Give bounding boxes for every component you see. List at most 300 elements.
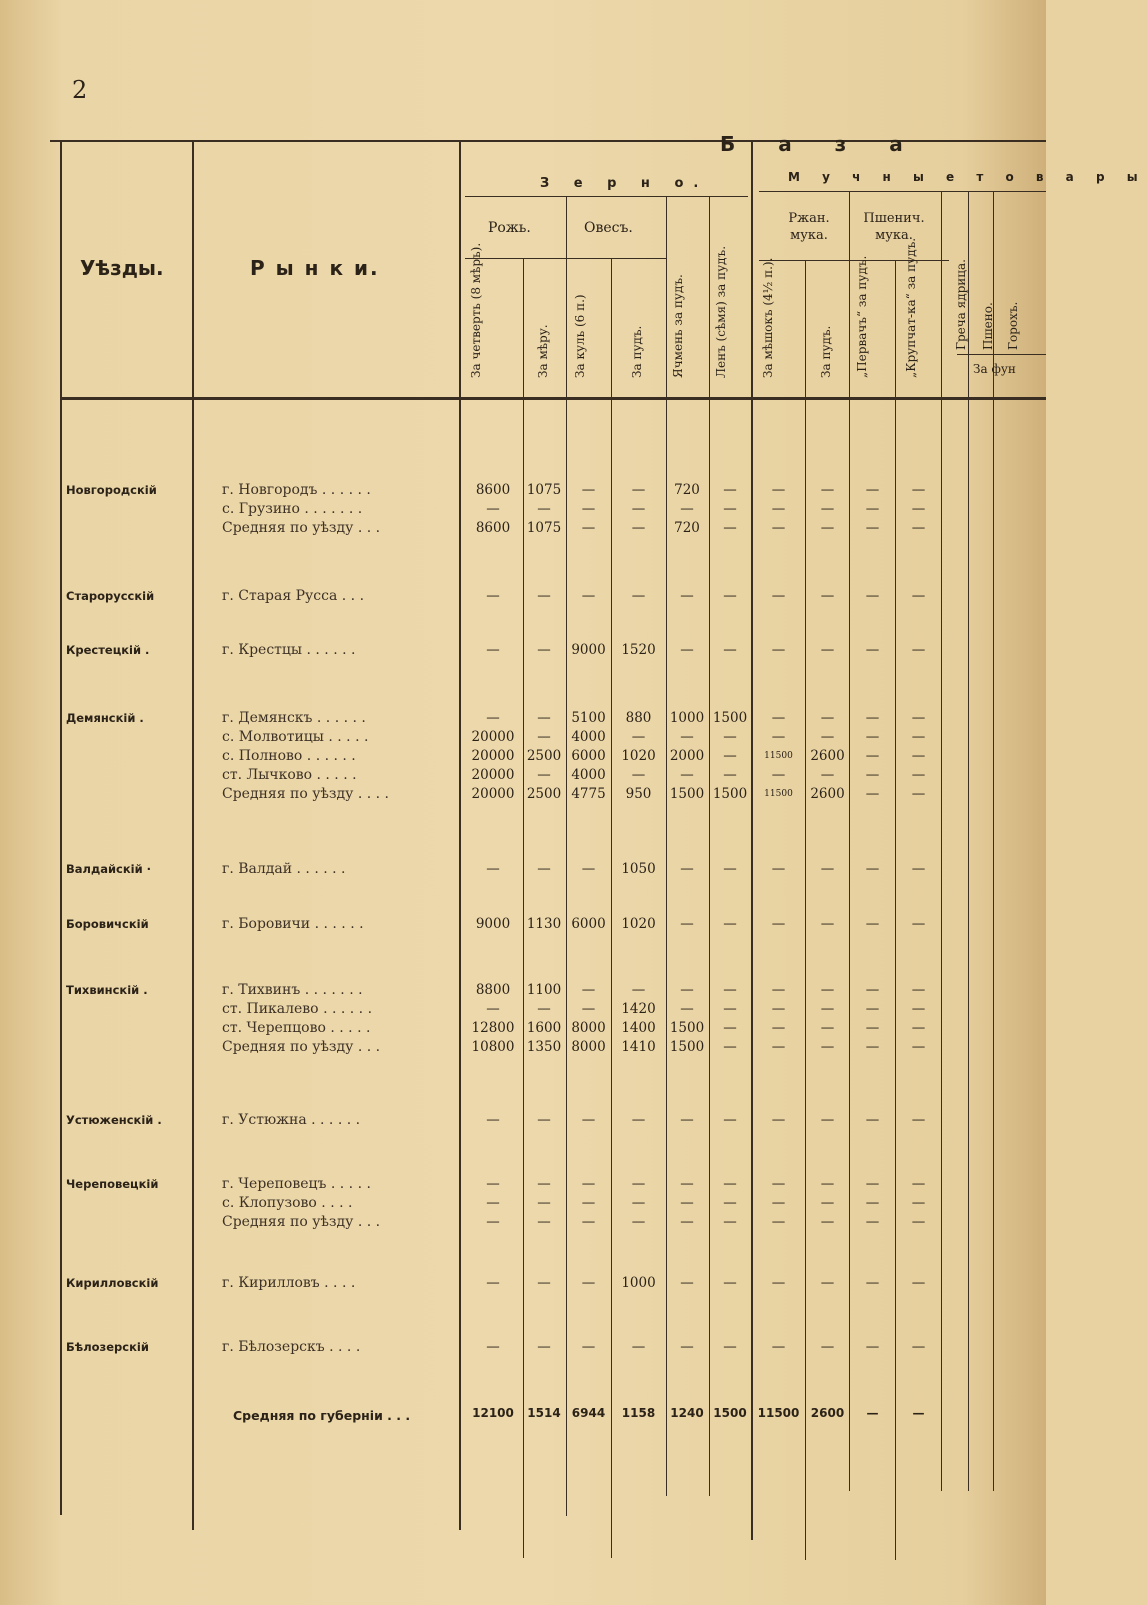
cell-value: 1350: [526, 1039, 562, 1055]
cell-value: —: [820, 1339, 835, 1355]
cell-value: —: [680, 1275, 694, 1291]
cell-rf-bag: [752, 1338, 805, 1357]
cell-value: —: [771, 1275, 786, 1291]
market-name: с. Грузино . . . . . . .: [222, 501, 363, 517]
cell-value: 1500: [669, 786, 705, 802]
cell-oats-k: [566, 981, 611, 1057]
cell-rye-m: [522, 1111, 566, 1130]
cell-oats-k: [566, 1111, 611, 1130]
cell-value: —: [486, 861, 500, 877]
cell-value: —: [865, 982, 880, 998]
cell-rye-ch: [464, 915, 522, 934]
cell-value: —: [723, 1039, 737, 1055]
sub-peas: Горохъ.: [1006, 301, 1020, 350]
market-list: [222, 1274, 355, 1293]
cell-oats-k: [566, 587, 611, 606]
cell-value: —: [723, 1339, 737, 1355]
cell-value: —: [680, 861, 694, 877]
cell-value: —: [820, 1176, 835, 1192]
cell-wf1: [850, 860, 895, 879]
cell-value: —: [486, 1195, 500, 1211]
cell-value: —: [581, 1275, 596, 1291]
cell-value: —: [486, 1112, 500, 1128]
cell-oats-p: [611, 481, 666, 538]
cell-value: 4000: [571, 729, 606, 745]
market-name: ст. Пикалево . . . . . .: [222, 1001, 373, 1017]
cell-value: —: [771, 1112, 786, 1128]
header-grain: З е р н о.: [540, 176, 709, 191]
cell-value: —: [865, 729, 880, 745]
cell-value: 720: [674, 482, 700, 498]
cell-barley: [665, 1111, 709, 1130]
cell-value: —: [723, 1275, 737, 1291]
sub-barley: Ячмень за пудъ.: [671, 274, 685, 378]
cell-flax: [709, 915, 751, 934]
cell-rf-pud: [806, 1274, 849, 1293]
cell-value: —: [723, 1001, 737, 1017]
cell-oats-k: [566, 860, 611, 879]
uezd-name: Череповецкій: [66, 1177, 159, 1191]
cell-value: 20000: [471, 767, 515, 783]
cell-value: —: [486, 588, 500, 604]
cell-value: —: [820, 588, 835, 604]
cell-value: 2500: [526, 786, 562, 802]
market-list: [222, 481, 380, 538]
uezd-name: Крестецкій .: [66, 643, 150, 657]
cell-value: —: [771, 1020, 786, 1036]
cell-rye-ch: [464, 481, 522, 538]
cell-rf-pud: [806, 709, 849, 804]
cell-value: —: [680, 1112, 694, 1128]
cell-value: —: [680, 729, 694, 745]
cell-value: —: [537, 1339, 551, 1355]
cell-flax: [709, 1111, 751, 1130]
col-divider: [849, 191, 850, 1491]
cell-value: —: [537, 1195, 551, 1211]
cell-value: —: [820, 1112, 835, 1128]
cell-flax: [709, 981, 751, 1057]
cell-value: —: [537, 861, 551, 877]
market-name: г. Тихвинъ . . . . . . .: [222, 982, 363, 998]
cell-wf1: [850, 1274, 895, 1293]
cell-value: 1500: [669, 1020, 705, 1036]
cell-rf-pud: [806, 981, 849, 1057]
province-avg-rye-ch: 12100: [472, 1406, 514, 1420]
market-list: [222, 641, 355, 660]
cell-value: —: [537, 729, 551, 745]
cell-value: 8000: [571, 1039, 606, 1055]
sub-buckwheat: Греча ядрица.: [954, 259, 968, 350]
market-name: г. Бѣлозерскъ . . . .: [222, 1339, 361, 1355]
cell-value: —: [865, 1112, 880, 1128]
cell-rf-bag: [752, 1175, 805, 1232]
cell-wf2: [896, 1175, 941, 1232]
cell-value: 8600: [475, 482, 511, 498]
cell-rye-m: [522, 1175, 566, 1232]
market-list: [222, 1338, 360, 1357]
cell-rye-ch: [464, 641, 522, 660]
cell-value: —: [911, 1339, 926, 1355]
cell-value: 1500: [712, 710, 748, 726]
cell-value: —: [771, 710, 786, 726]
cell-value: —: [820, 1275, 835, 1291]
cell-value: 1020: [621, 916, 656, 932]
cell-value: —: [581, 1339, 596, 1355]
cell-value: 20000: [471, 729, 515, 745]
cell-value: —: [911, 1112, 926, 1128]
cell-value: —: [723, 588, 737, 604]
cell-value: —: [680, 1339, 694, 1355]
cell-value: —: [911, 1020, 926, 1036]
market-list: [222, 709, 389, 804]
cell-wf1: [850, 1338, 895, 1357]
province-avg-oats-p: 1158: [621, 1406, 656, 1420]
cell-value: —: [723, 729, 737, 745]
cell-value: —: [581, 588, 596, 604]
cell-value: —: [581, 861, 596, 877]
header-wheat-flour: Пшенич. мука.: [863, 211, 925, 243]
uezd-name: Демянскій .: [66, 711, 144, 725]
cell-wf1: [850, 641, 895, 660]
col-divider: [993, 191, 994, 1491]
cell-oats-p: [611, 641, 666, 660]
cell-value: —: [771, 861, 786, 877]
cell-value: 950: [625, 786, 652, 802]
cell-flax: [709, 1274, 751, 1293]
cell-oats-p: [611, 709, 666, 804]
cell-value: —: [865, 1214, 880, 1230]
cell-oats-p: [611, 1274, 666, 1293]
cell-rf-bag: [752, 641, 805, 660]
cell-oats-k: [566, 709, 611, 804]
cell-value: —: [581, 1214, 596, 1230]
market-name: г. Демянскъ . . . . . .: [222, 710, 366, 726]
market-name: Средняя по уѣзду . . .: [222, 1039, 381, 1055]
cell-value: —: [680, 916, 694, 932]
cell-rye-m: [522, 860, 566, 879]
market-name: г. Новгородъ . . . . . .: [222, 482, 371, 498]
cell-rf-bag: [752, 860, 805, 879]
cell-wf1: [850, 981, 895, 1057]
col-divider: [968, 191, 969, 1491]
cell-wf2: [896, 481, 941, 538]
cell-value: —: [911, 982, 926, 998]
cell-value: 4775: [571, 786, 606, 802]
sub-flax: Ленъ (сѣмя) за пудъ.: [714, 245, 728, 378]
cell-value: —: [820, 982, 835, 998]
col-divider: [566, 196, 567, 1516]
cell-value: 9000: [571, 642, 606, 658]
market-name: с. Клопузово . . . .: [222, 1195, 353, 1211]
cell-rf-bag: [752, 481, 805, 538]
cell-wf2: [896, 1274, 941, 1293]
rule-funt: [957, 354, 1046, 355]
cell-value: —: [631, 1195, 646, 1211]
cell-value: —: [771, 1339, 786, 1355]
cell-value: 2500: [526, 748, 562, 764]
market-name: г. Старая Русса . . .: [222, 588, 365, 604]
sub-millet: Пшено.: [981, 302, 995, 350]
cell-value: 2600: [810, 748, 845, 764]
market-name: ст. Лычково . . . . .: [222, 767, 357, 783]
cell-value: —: [631, 1339, 646, 1355]
sub-oats-kul: За куль (6 п.): [573, 294, 587, 378]
header-flour: М у ч н ы е т о в а р ы: [788, 170, 1147, 184]
cell-value: —: [865, 861, 880, 877]
sub-rye-chetvert: За четверть (8 мѣръ).: [469, 242, 483, 378]
cell-value: —: [911, 588, 926, 604]
cell-value: —: [723, 501, 737, 517]
rule-flours: [759, 260, 949, 261]
col-divider: [611, 258, 612, 1558]
cell-value: 1000: [621, 1275, 656, 1291]
cell-value: 8600: [475, 520, 511, 536]
cell-value: —: [865, 767, 880, 783]
cell-value: —: [911, 786, 926, 802]
cell-rye-ch: [464, 1175, 522, 1232]
cell-value: —: [631, 1214, 646, 1230]
cell-barley: [665, 587, 709, 606]
cell-flax: [709, 641, 751, 660]
cell-rye-m: [522, 641, 566, 660]
cell-value: —: [911, 861, 926, 877]
cell-value: —: [723, 1214, 737, 1230]
cell-barley: [665, 915, 709, 934]
market-list: [222, 860, 345, 879]
cell-value: —: [537, 501, 551, 517]
province-avg-flax: 1500: [713, 1406, 747, 1420]
cell-oats-p: [611, 1111, 666, 1130]
rule-grain: [465, 196, 748, 197]
cell-value: —: [486, 501, 500, 517]
cell-value: —: [911, 767, 926, 783]
cell-value: —: [865, 642, 880, 658]
col-divider: [805, 260, 806, 1560]
rule-flour: [759, 191, 1046, 192]
cell-value: —: [911, 1039, 926, 1055]
cell-value: —: [911, 1176, 926, 1192]
cell-value: —: [537, 1214, 551, 1230]
cell-value: 2600: [810, 786, 845, 802]
cell-value: —: [631, 501, 646, 517]
cell-barley: [665, 1338, 709, 1357]
cell-value: 1130: [526, 916, 562, 932]
cell-value: —: [865, 1001, 880, 1017]
cell-value: —: [865, 588, 880, 604]
cell-value: 1520: [621, 642, 656, 658]
cell-value: 1020: [621, 748, 656, 764]
col-divider: [941, 191, 942, 1491]
cell-value: —: [723, 861, 737, 877]
header-bazaar: Б а з а: [720, 132, 921, 156]
cell-rf-pud: [806, 1111, 849, 1130]
cell-barley: [665, 860, 709, 879]
col-grain-right: [751, 140, 753, 1540]
cell-value: —: [723, 982, 737, 998]
header-rye: Рожь.: [488, 220, 531, 236]
cell-value: —: [631, 588, 646, 604]
cell-value: —: [911, 520, 926, 536]
cell-value: —: [820, 1020, 835, 1036]
cell-value: —: [537, 588, 551, 604]
cell-value: —: [911, 1275, 926, 1291]
cell-wf1: [850, 481, 895, 538]
cell-value: —: [631, 729, 646, 745]
cell-value: —: [771, 1176, 786, 1192]
market-name: г. Валдай . . . . . .: [222, 861, 346, 877]
cell-value: —: [723, 1112, 737, 1128]
cell-value: 1075: [526, 482, 562, 498]
cell-barley: [665, 641, 709, 660]
cell-rye-m: [522, 709, 566, 804]
rule-header-bottom: [60, 397, 1046, 400]
cell-value: 2000: [669, 748, 705, 764]
cell-value: —: [865, 482, 880, 498]
cell-value: —: [911, 1001, 926, 1017]
cell-rf-bag: [752, 915, 805, 934]
cell-value: —: [771, 729, 786, 745]
cell-wf1: [850, 1175, 895, 1232]
header-oats: Овесъ.: [584, 220, 633, 236]
cell-rye-ch: [464, 1338, 522, 1357]
cell-value: —: [631, 982, 646, 998]
uezd-name: Старорусскій: [66, 589, 155, 603]
cell-value: —: [771, 1001, 786, 1017]
cell-value: —: [680, 642, 694, 658]
cell-value: —: [820, 861, 835, 877]
cell-value: 11500: [764, 751, 793, 761]
cell-oats-p: [611, 981, 666, 1057]
cell-value: —: [537, 1275, 551, 1291]
market-name: г. Боровичи . . . . . .: [222, 916, 364, 932]
cell-oats-p: [611, 587, 666, 606]
cell-rf-pud: [806, 481, 849, 538]
cell-value: —: [865, 1339, 880, 1355]
cell-wf2: [896, 1111, 941, 1130]
cell-rf-bag: [752, 1274, 805, 1293]
cell-value: 1410: [621, 1039, 656, 1055]
cell-value: —: [680, 1176, 694, 1192]
cell-value: —: [820, 482, 835, 498]
cell-value: —: [820, 1039, 835, 1055]
cell-value: —: [537, 1176, 551, 1192]
cell-value: —: [771, 482, 786, 498]
cell-value: 20000: [471, 748, 515, 764]
cell-value: 1100: [526, 982, 562, 998]
cell-wf2: [896, 1338, 941, 1357]
province-avg-rf-bag: 11500: [757, 1406, 800, 1420]
cell-value: —: [911, 1214, 926, 1230]
market-list: [222, 587, 364, 606]
col-uezd-right: [192, 140, 194, 1530]
cell-value: —: [581, 501, 596, 517]
cell-value: —: [865, 916, 880, 932]
sub-wheat-krup: „Крупчат-ка“ за пудъ.: [904, 237, 918, 378]
cell-rye-m: [522, 481, 566, 538]
cell-value: —: [865, 710, 880, 726]
cell-value: 1600: [526, 1020, 562, 1036]
header-uezd: Уѣзды.: [80, 256, 164, 280]
cell-value: —: [723, 642, 737, 658]
cell-value: 1000: [669, 710, 705, 726]
province-avg-wf1: —: [866, 1406, 879, 1420]
cell-value: —: [820, 501, 835, 517]
cell-value: —: [820, 710, 835, 726]
cell-rf-bag: [752, 709, 805, 804]
cell-rye-m: [522, 587, 566, 606]
cell-value: 1050: [621, 861, 656, 877]
cell-oats-k: [566, 1175, 611, 1232]
cell-value: 1420: [621, 1001, 656, 1017]
market-name: с. Молвотицы . . . . .: [222, 729, 369, 745]
cell-barley: [665, 481, 709, 538]
cell-rye-ch: [464, 1111, 522, 1130]
cell-value: —: [865, 786, 880, 802]
cell-value: —: [581, 482, 596, 498]
col-markets-right: [459, 140, 461, 1530]
cell-oats-p: [611, 915, 666, 934]
col-divider: [666, 196, 667, 1496]
cell-value: —: [771, 520, 786, 536]
cell-rye-m: [522, 915, 566, 934]
cell-flax: [709, 1338, 751, 1357]
uezd-name: Устюженскій .: [66, 1113, 162, 1127]
cell-wf2: [896, 981, 941, 1057]
cell-value: —: [723, 520, 737, 536]
cell-value: —: [911, 710, 926, 726]
cell-value: —: [820, 1001, 835, 1017]
cell-rye-ch: [464, 860, 522, 879]
cell-value: —: [537, 642, 551, 658]
cell-wf2: [896, 587, 941, 606]
cell-rye-ch: [464, 1274, 522, 1293]
cell-value: —: [771, 642, 786, 658]
header-markets: Р ы н к и.: [250, 256, 380, 280]
market-name: Средняя по уѣзду . . .: [222, 1214, 381, 1230]
cell-value: —: [680, 982, 694, 998]
cell-value: 6000: [571, 916, 606, 932]
uezd-name: Кирилловскій: [66, 1276, 159, 1290]
cell-value: —: [865, 1020, 880, 1036]
market-name: с. Полново . . . . . .: [222, 748, 356, 764]
cell-rf-pud: [806, 1175, 849, 1232]
cell-value: —: [537, 1001, 551, 1017]
cell-value: 20000: [471, 786, 515, 802]
col-divider: [895, 260, 896, 1560]
province-avg-rf-pud: 2600: [810, 1406, 845, 1420]
cell-value: —: [865, 520, 880, 536]
cell-value: —: [486, 1275, 500, 1291]
sub-wheat-first: „Первачъ“ за пудъ.: [855, 255, 869, 378]
cell-value: —: [486, 1176, 500, 1192]
cell-value: —: [820, 1195, 835, 1211]
province-average-label: Средняя по губерніи . . .: [233, 1408, 411, 1423]
cell-value: —: [820, 767, 835, 783]
cell-value: —: [820, 916, 835, 932]
cell-wf1: [850, 1111, 895, 1130]
header-rye-flour: Ржан. мука.: [788, 211, 830, 243]
cell-value: —: [865, 1195, 880, 1211]
cell-value: 720: [674, 520, 700, 536]
cell-value: —: [865, 1039, 880, 1055]
cell-value: 9000: [475, 916, 511, 932]
cell-value: —: [537, 767, 551, 783]
uezd-name: Новгородскій: [66, 483, 157, 497]
cell-value: 1500: [669, 1039, 705, 1055]
cell-value: —: [680, 1001, 694, 1017]
sub-ryeflour-pud: За пудъ.: [819, 325, 833, 378]
cell-oats-k: [566, 481, 611, 538]
